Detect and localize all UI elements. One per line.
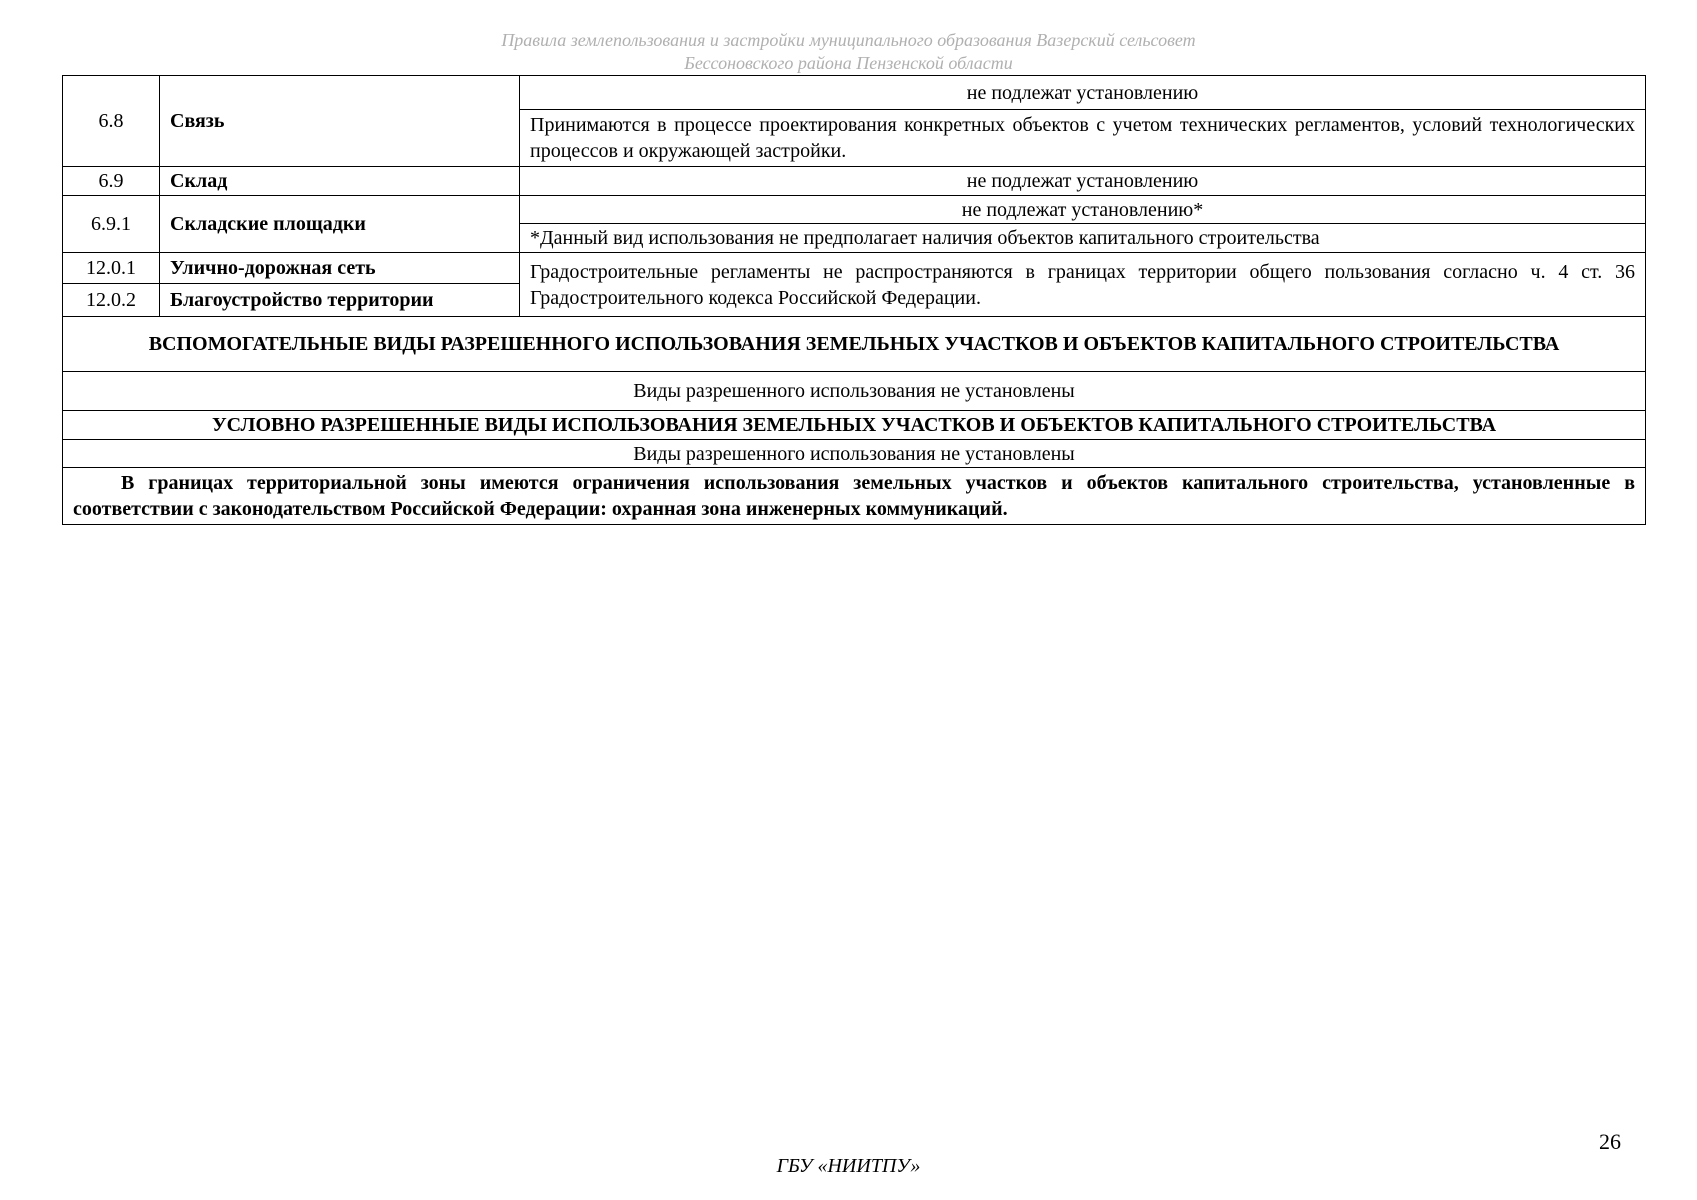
table-row [63, 411, 1646, 440]
table-row [63, 253, 1646, 284]
table-row [63, 76, 1646, 110]
section-heading-conditional: УСЛОВНО РАЗРЕШЕННЫЕ ВИДЫ ИСПОЛЬЗОВАНИЯ ЗЕМЕЛЬНЫХ УЧАСТКОВ И ОБЪЕКТОВ КАПИТАЛЬНОГО СТРОИТЕЛЬСТВА [63, 411, 1646, 440]
auxiliary-uses-value: Виды разрешенного использования не установлены [63, 372, 1646, 411]
table-row [63, 372, 1646, 411]
restrictions-note: В границах территориальной зоны имеются ограничения использования земельных участков и объектов капитального строительства, установленные в соответствии с законодательством Российской Федерации: охранная зона инженерных коммуникаций. [63, 468, 1646, 525]
shared-regulation-note: Градостроительные регламенты не распространяются в границах территории общего пользования согласно ч. 4 ст. 36 Градостроительного кодекса Российской Федерации. [520, 253, 1646, 317]
use-code: 6.8 [63, 76, 160, 167]
use-name: Благоустройство территории [160, 284, 520, 317]
parameters-footnote: *Данный вид использования не предполагает наличия объектов капитального строительства [520, 224, 1646, 253]
page-number: 26 [1599, 1129, 1621, 1154]
use-name: Складские площадки [160, 196, 520, 253]
use-code: 12.0.2 [63, 284, 160, 317]
table-row [63, 167, 1646, 196]
table-row [63, 196, 1646, 224]
zoning-regulations-table [62, 75, 1646, 525]
running-header-line2: Бессоновского района Пензенской области [684, 53, 1013, 73]
table-row [63, 468, 1646, 525]
use-code: 6.9.1 [63, 196, 160, 253]
running-header-line1: Правила землепользования и застройки муниципального образования Вазерский сельсовет [501, 30, 1196, 50]
section-heading-auxiliary: ВСПОМОГАТЕЛЬНЫЕ ВИДЫ РАЗРЕШЕННОГО ИСПОЛЬЗОВАНИЯ ЗЕМЕЛЬНЫХ УЧАСТКОВ И ОБЪЕКТОВ КАПИТАЛЬНОГО СТРОИТЕЛЬСТВА [63, 317, 1646, 372]
use-name: Связь [160, 76, 520, 167]
parameters-cell: не подлежат установлению [520, 167, 1646, 196]
page-footer: ГБУ «НИИТПУ» [776, 1155, 921, 1177]
table-row [63, 317, 1646, 372]
parameters-note: Принимаются в процессе проектирования конкретных объектов с учетом технических регламентов, условий технологических процессов и окружающей застройки. [520, 110, 1646, 167]
parameters-cell: не подлежат установлению* [520, 196, 1646, 224]
use-name: Склад [160, 167, 520, 196]
use-name: Улично-дорожная сеть [160, 253, 520, 284]
conditional-uses-value: Виды разрешенного использования не установлены [63, 440, 1646, 468]
use-code: 12.0.1 [63, 253, 160, 284]
parameters-cell: не подлежат установлению [520, 76, 1646, 110]
use-code: 6.9 [63, 167, 160, 196]
table-row [63, 440, 1646, 468]
